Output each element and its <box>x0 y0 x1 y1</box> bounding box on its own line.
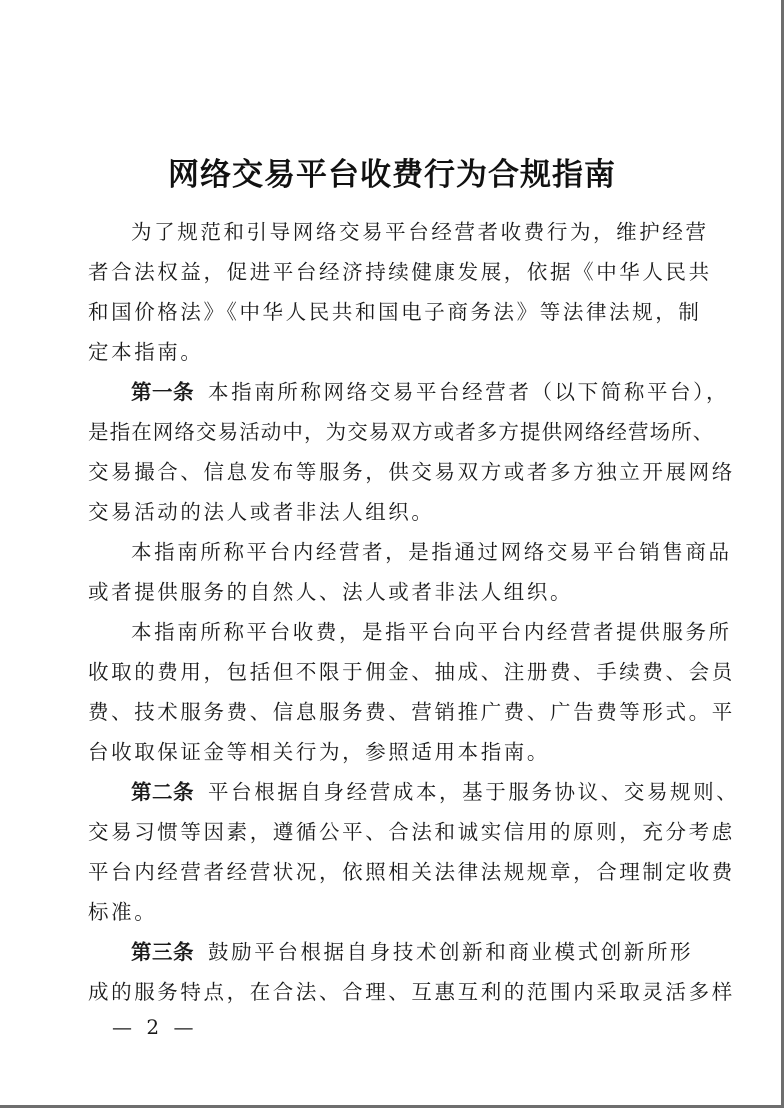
text-line: 成的服务特点，在合法、合理、互惠互利的范围内采取灵活多样 <box>88 980 735 1004</box>
text-line: 为了规范和引导网络交易平台经营者收费行为，维护经营 <box>131 220 709 244</box>
text-line: 本指南所称平台内经营者，是指通过网络交易平台销售商品 <box>131 540 732 564</box>
text-line: 交易习惯等因素，遵循公平、合法和诚实信用的原则，充分考虑 <box>88 820 735 844</box>
text-line <box>88 932 692 972</box>
preamble-paragraph <box>88 212 712 372</box>
text-line: 或者提供服务的自然人、法人或者非法人组织。 <box>88 580 574 604</box>
article-3-paragraph <box>88 932 735 1012</box>
article-label: 第一条 <box>131 380 195 404</box>
text-line: 标准。 <box>88 900 158 924</box>
text-line: 者合法权益，促进平台经济持续健康发展，依据《中华人民共 <box>88 260 712 284</box>
text-line: 和国价格法》《中华人民共和国电子商务法》等法律法规，制 <box>88 300 702 324</box>
operator-definition-paragraph <box>88 532 732 612</box>
text-segment: 本指南所称网络交易平台经营者（以下简称平台）， <box>208 380 730 404</box>
article-label: 第二条 <box>131 780 195 804</box>
text-line <box>88 772 740 812</box>
text-line: 交易活动的法人或者非法人组织。 <box>88 500 435 524</box>
article-label: 第三条 <box>131 940 195 964</box>
fee-definition-paragraph <box>88 612 735 772</box>
text-line: 是指在网络交易活动中，为交易双方或者多方提供网络经营场所、 <box>88 420 715 444</box>
article-1-paragraph <box>88 372 735 532</box>
page-number: — 2 — <box>112 1015 198 1039</box>
text-line: 定本指南。 <box>88 340 204 364</box>
article-2-paragraph <box>88 772 740 932</box>
text-line: 交易撮合、信息发布等服务，供交易双方或者多方独立开展网络 <box>88 460 735 484</box>
text-line <box>88 372 730 412</box>
document-title: 网络交易平台收费行为合规指南 <box>168 156 616 193</box>
text-line: 收取的费用，包括但不限于佣金、抽成、注册费、手续费、会员 <box>88 660 735 684</box>
text-segment: 鼓励平台根据自身技术创新和商业模式创新所形 <box>208 940 694 964</box>
document-body <box>88 212 740 1012</box>
text-line: 平台内经营者经营状况，依照相关法律法规规章，合理制定收费 <box>88 860 735 884</box>
text-segment: 平台根据自身经营成本，基于服务协议、交易规则、 <box>208 780 740 804</box>
text-line: 费、技术服务费、信息服务费、营销推广费、广告费等形式。平 <box>88 700 735 724</box>
text-line: 台收取保证金等相关行为，参照适用本指南。 <box>88 740 550 764</box>
text-line: 本指南所称平台收费，是指平台向平台内经营者提供服务所 <box>131 620 732 644</box>
